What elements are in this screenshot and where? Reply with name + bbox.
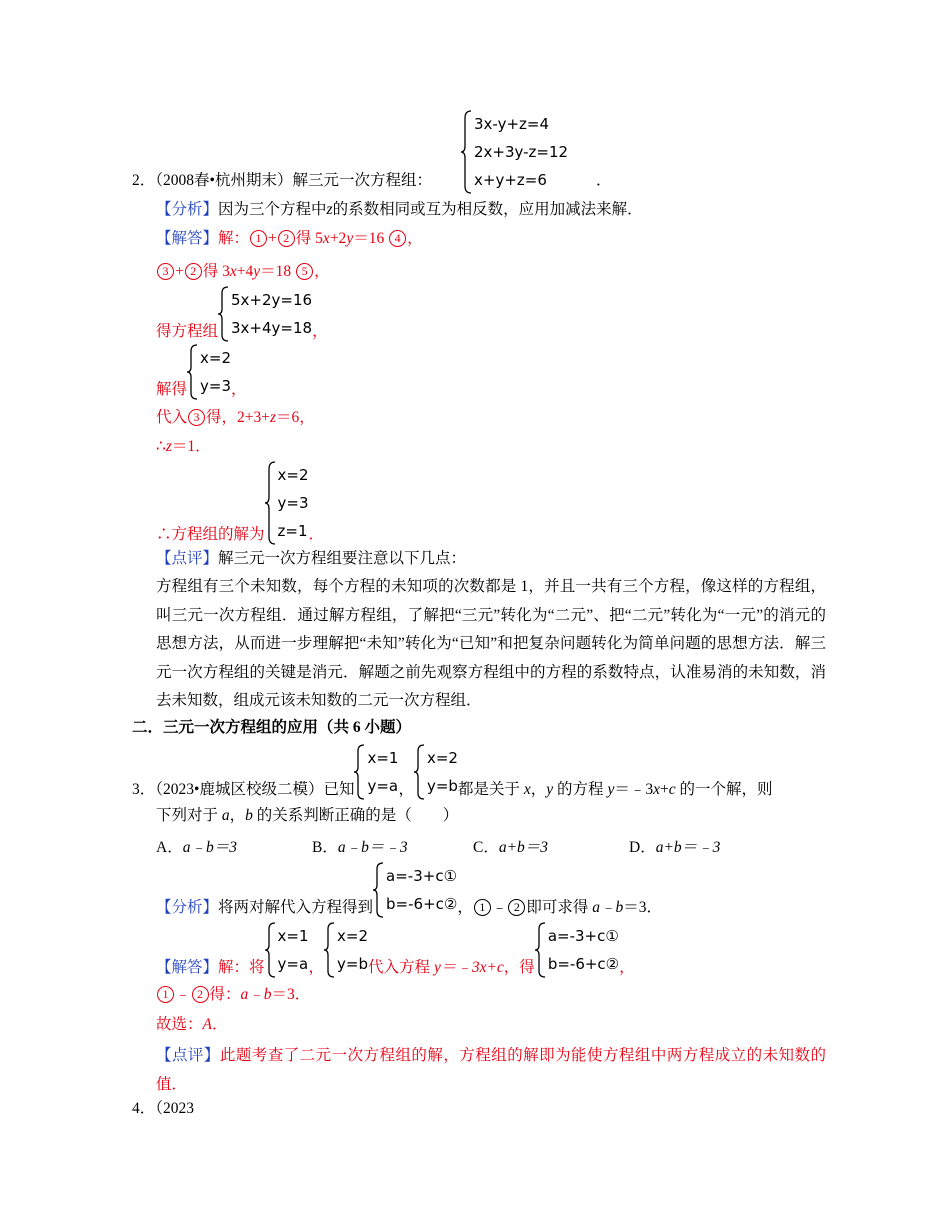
equation-system [373, 862, 457, 918]
question-source: （2023 [155, 1100, 195, 1117]
equation-system [461, 110, 568, 194]
question-prompt: 解三元一次方程组： [292, 172, 432, 189]
equation: x=2 [277, 466, 309, 484]
equation-system [265, 461, 309, 545]
question-number: 2． [132, 172, 156, 189]
brace-icon [461, 110, 473, 194]
q3-line1: 3．（2023•鹿城区校级二模）已知 x=1 y=a ， x=2 y=b 都是关于 x，y 的方程 y＝﹣3x+c 的一个解，则 [132, 744, 773, 800]
equation: y=a [277, 955, 309, 973]
q2-comment-paragraph: 方程组有三个未知数，每个方程的未知项的次数都是 1，并且一共有三个方程，像这样的方程组，叫三元一次方程组．通过解方程组，了解把“三元”转化为“二元”、把“二元”转化为“一元”的消元的思想方法，从而进一步理解把“未知”转化为“已知”和把复杂问题转化为简单问题的思想方法．解三元一次方程组的关键是消元．解题之前先观察方程组中的方程的系数特点，认准易消的未知数，消去未知数，组成元该未知数的二元一次方程组． [156, 578, 826, 709]
option-c[interactable]: C．a+b＝3 [473, 839, 549, 856]
circled-number: 2 [192, 986, 209, 1003]
brace-icon [265, 922, 277, 978]
circled-number: 3 [157, 263, 174, 280]
equation: x=2 [200, 349, 232, 367]
equation: 2x+3y-z=12 [474, 143, 569, 161]
equation: y=b [426, 777, 458, 795]
circled-number: 2 [185, 263, 202, 280]
answer-tag: 【解答】 [156, 959, 219, 976]
section-title: 二．三元一次方程组的应用（共 6 小题） [132, 719, 412, 736]
question-number: 4． [132, 1100, 156, 1117]
q2-answer-step6: ∴z＝1． [156, 438, 211, 455]
equation: a=-3+c① [386, 867, 458, 885]
equation: x=1 [277, 927, 309, 945]
analysis-tag: 【分析】 [156, 201, 219, 218]
question-source: （2023•鹿城区校级二模） [155, 781, 324, 798]
equation: x=2 [337, 927, 369, 945]
question-source: （2008春•杭州期末） [155, 172, 293, 189]
equation-system [218, 286, 312, 342]
equation-system [265, 922, 309, 978]
circled-number: 1 [157, 986, 174, 1003]
choice-value: A [202, 1016, 212, 1033]
q2-answer-step7: ∴方程组的解为 x=2 y=3 z=1 ． [156, 461, 324, 545]
equation: y=3 [200, 377, 232, 395]
q3-choice: 故选：A． [156, 1016, 228, 1033]
q2-answer-step3: 得方程组 5x+2y=16 3x+4y=18 ， [156, 286, 328, 342]
equation-system [535, 922, 619, 978]
circled-number: 1 [250, 230, 267, 247]
q2-comment: 【点评】解三元一次方程组要注意以下几点： [156, 550, 467, 567]
equation: 3x-y+z=4 [474, 115, 549, 133]
equation: y=a [367, 777, 399, 795]
q2-system [461, 110, 568, 194]
circled-number: 1 [474, 899, 491, 916]
answer-tag: 【解答】 [156, 230, 219, 247]
brace-icon [265, 461, 277, 545]
circled-number: 5 [296, 263, 313, 280]
circled-number: 4 [389, 230, 406, 247]
equation-system [414, 744, 458, 800]
equation: 5x+2y=16 [231, 291, 313, 309]
brace-icon [414, 744, 426, 800]
q3-step: 1 ﹣ 2 得：a﹣b＝3． [156, 985, 310, 1005]
equation: b=-6+c② [547, 955, 620, 973]
question-number: 3． [132, 781, 156, 798]
equation: x=2 [426, 749, 458, 767]
equation-system [324, 922, 368, 978]
brace-icon [187, 344, 199, 400]
brace-icon [218, 286, 230, 342]
equation-system [354, 744, 398, 800]
comment-tag: 【点评】 [156, 550, 219, 567]
circled-number: 2 [278, 230, 295, 247]
q3-answer: 【解答】解：将 x=1 y=a ， x=2 y=b 代入方程 y＝﹣3x+c，得 a=-3+c① b=-6+c② ， [156, 922, 635, 978]
option-d[interactable]: D．a+b＝﹣3 [629, 839, 721, 856]
brace-icon [535, 922, 547, 978]
q2-answer-step2: 3 + 2 得 3x+4y＝18 5 ， [156, 262, 330, 282]
brace-icon [373, 862, 385, 918]
q2-answer-step5: 代入 3 得，2+3+z＝6， [156, 409, 315, 426]
equation: a=-3+c① [547, 927, 619, 945]
brace-icon [324, 922, 336, 978]
option-b[interactable]: B．a﹣b＝﹣3 [312, 839, 408, 856]
q4-header [132, 1099, 194, 1119]
equation: b=-6+c② [386, 895, 458, 913]
brace-icon [354, 744, 366, 800]
q2-answer-step4: 解得 x=2 y=3 ， [156, 344, 247, 400]
equation: x+y+z=6 [474, 171, 547, 189]
comment-tag: 【点评】 [156, 1047, 220, 1064]
option-a[interactable]: A．a﹣b＝3 [156, 839, 237, 856]
circled-number: 3 [188, 409, 205, 426]
analysis-tag: 【分析】 [156, 899, 219, 916]
q2-header [132, 171, 432, 191]
q2-end-mark: ． [596, 172, 612, 189]
equation: y=b [337, 955, 369, 973]
q3-analysis: 【分析】将两对解代入方程得到 a=-3+c① b=-6+c② ， 1 ﹣ 2 即可求得 a﹣b＝3． [156, 862, 662, 918]
q3-line2: 下列对于 a，b 的关系判断正确的是（ ） [156, 807, 459, 824]
equation: z=1 [277, 522, 308, 540]
equation-system [187, 344, 231, 400]
q2-answer-step1: 【解答】解： 1 + 2 得 5x+2y＝16 4 ， [156, 230, 423, 247]
circled-number: 2 [508, 899, 525, 916]
equation: 3x+4y=18 [231, 319, 313, 337]
equation: y=3 [277, 494, 309, 512]
equation: x=1 [367, 749, 399, 767]
q2-analysis: 【分析】因为三个方程中z的系数相同或互为相反数，应用加减法来解． [156, 201, 643, 218]
q3-comment: 【点评】此题考查了二元一次方程组的解，方程组的解即为能使方程组中两方程成立的未知数的值． [156, 1047, 826, 1093]
